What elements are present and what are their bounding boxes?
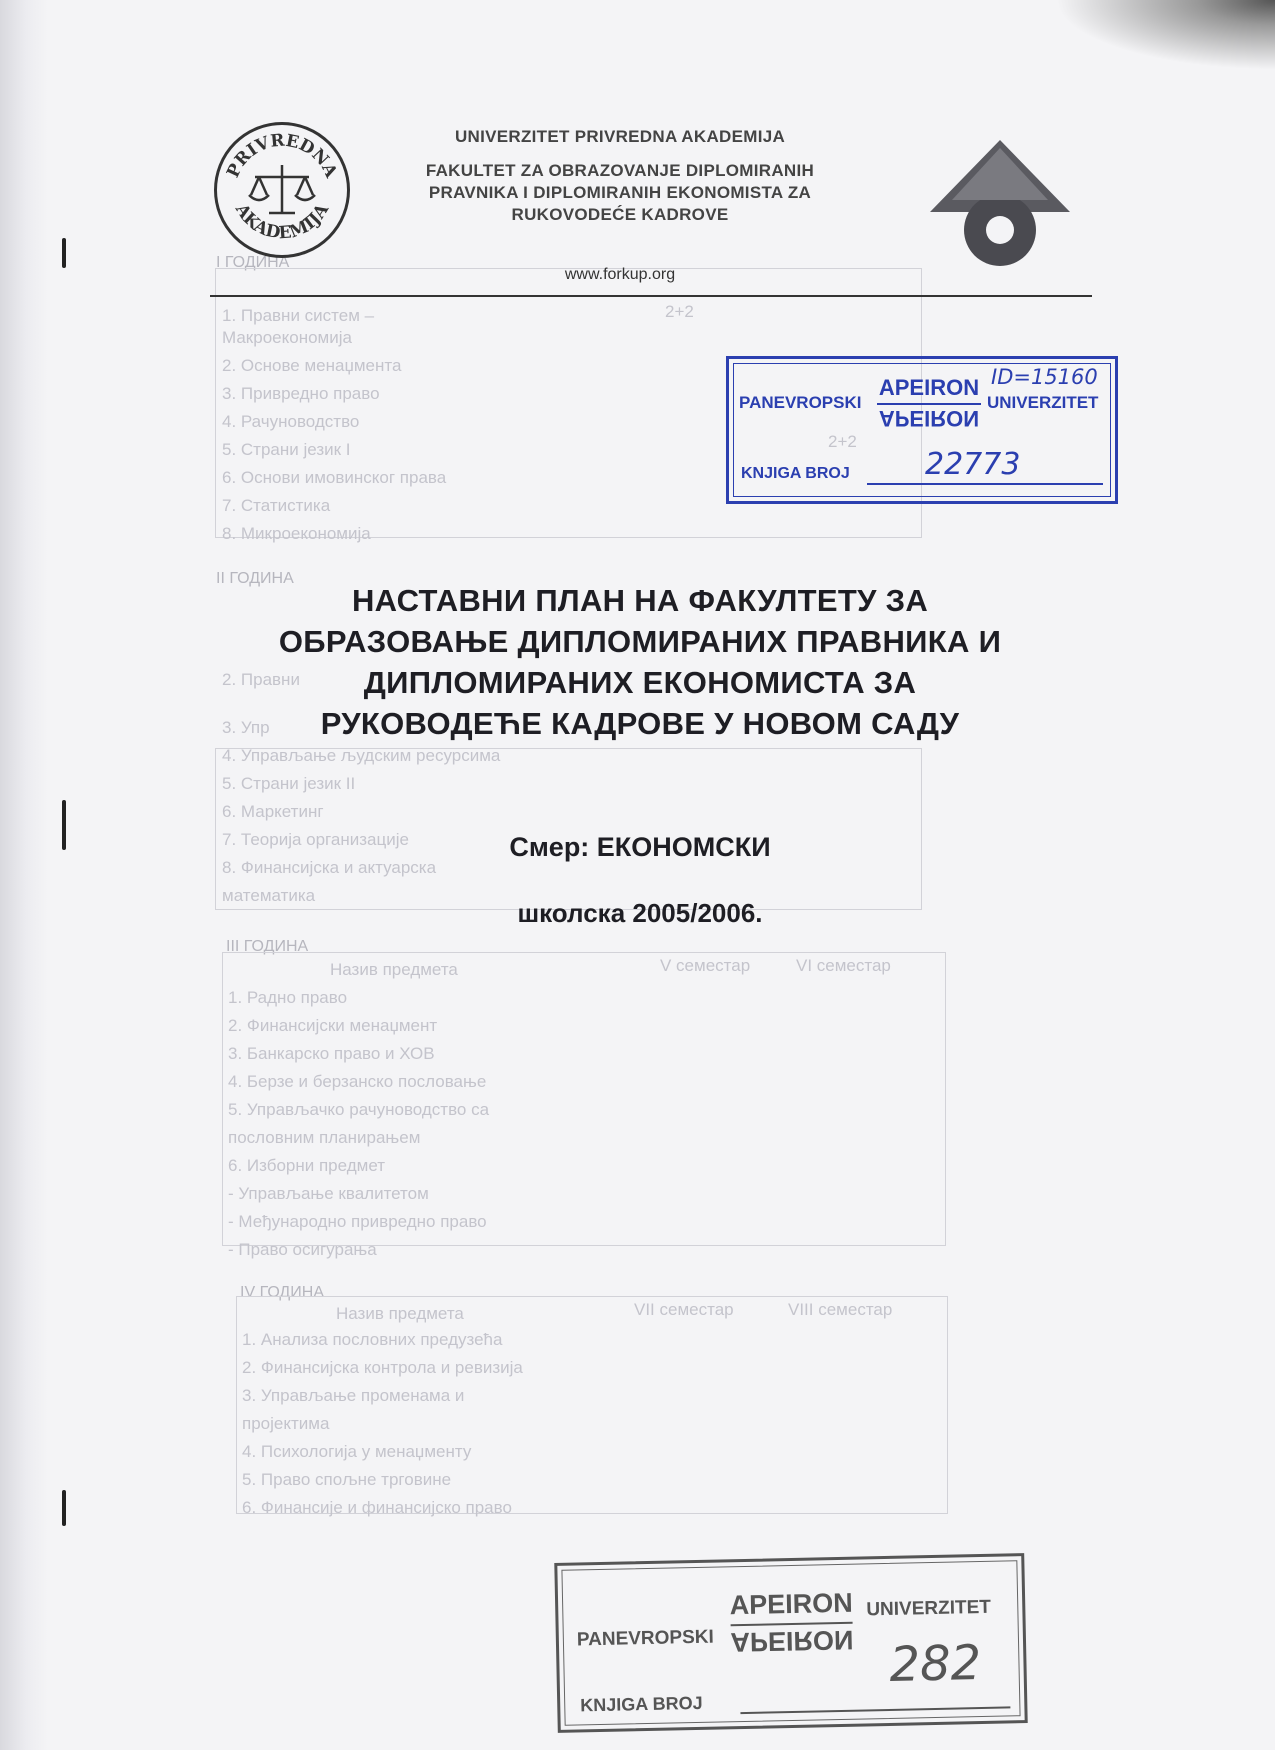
stamp-brand-mirrored: APEIRON — [730, 1624, 854, 1658]
ghost-year3-header-sem6: VI семестар — [796, 956, 891, 975]
staple-mark-top — [62, 238, 66, 268]
title-line-1: НАСТАВНИ ПЛАН НА ФАКУЛТЕТУ ЗА — [351, 583, 929, 618]
title-line-4: РУКОВОДЕЋЕ КАДРОВЕ У НОВОМ САДУ — [320, 706, 960, 741]
staple-mark-middle — [62, 800, 66, 850]
ghost-year4-header: Назив предмета — [336, 1304, 464, 1323]
stamp-brand: APEIRON — [878, 375, 980, 400]
school-year: школска 2005/2006. — [517, 898, 763, 928]
stamp-right-word: UNIVERZITET — [866, 1596, 992, 1621]
faculty-name-line1: FAKULTET ZA OBRAZOVANJE DIPLOMIRANIH — [425, 161, 815, 180]
document-title — [200, 580, 1080, 744]
study-direction: Смер: ЕКОНОМСКИ — [509, 832, 771, 862]
stamp-brand: APEIRON — [729, 1587, 853, 1621]
ghost-year1-value-2: 2+2 — [828, 432, 857, 451]
stamp-brand-mirrored: APEIRON — [878, 406, 980, 431]
ghost-year4-rows: 1. Анализа пословних предузећа 2. Финансијска контрола и ревизија 3. Управљање променама и пројектима 4. Психологија у менаџменту 5. Право спољне трговине 6. Финансије и финансијско право — [242, 1330, 523, 1517]
ghost-year4-header-sem8: VIII семестар — [788, 1300, 893, 1319]
seal-top-text: PRIVREDNA — [223, 130, 341, 181]
stamp-left-word: PANEVROPSKI — [739, 393, 862, 412]
stamp-book-number: 282 — [888, 1635, 982, 1693]
title-line-2: ОБРАЗОВАЊЕ ДИПЛОМИРАНИХ ПРАВНИКА И — [278, 624, 1002, 659]
stamp-book-number: 22773 — [925, 447, 1021, 482]
faculty-name-line2: PRAVNIKA I DIPLOMIRANIH EKONOMISTA ZA — [428, 183, 812, 202]
faculty-logo-icon — [930, 140, 1070, 270]
header-divider — [210, 295, 1092, 297]
stamp-book-label: KNJIGA BROJ — [580, 1692, 703, 1716]
library-stamp-top — [726, 356, 1118, 504]
ghost-year3-header: Назив предмета — [330, 960, 458, 979]
ghost-year2-rows: 2. Правни 3. Упр 4. Управљање људским ресурсима 5. Страни језик II 6. Маркетинг 7. Теорија организације 8. Финансијска и актуарска математика — [222, 670, 501, 905]
ghost-year4-title: IV ГОДИНА — [240, 1284, 324, 1301]
staple-mark-bottom — [62, 1490, 66, 1526]
corner-shadow — [1055, 0, 1275, 70]
stamp-book-label: KNJIGA BROJ — [741, 465, 850, 482]
ghost-year1-rows: 1. Правни систем – Макроекономија 2. Основе менаџмента 3. Привредно право 4. Рачуноводство 5. Страни језик I 6. Основи имовинског права 7. Статистика 8. Микроекономија — [222, 306, 447, 543]
ghost-year3-rows: 1. Радно право 2. Финансијски менаџмент 3. Банкарско право и ХОВ 4. Берзе и берзанско пословање 5. Управљачко рачуноводство са пословним планирањем 6. Изборни предмет - Управљање квалитетом - Међународно привредно право - Право осигурања — [228, 988, 490, 1259]
university-seal — [214, 122, 350, 258]
stamp-handwritten-id: ID=15160 — [991, 365, 1098, 389]
ghost-year2-table — [215, 748, 922, 910]
header-institution — [370, 126, 870, 226]
stamp-left-word: PANEVROPSKI — [576, 1626, 714, 1651]
scales-of-justice-icon — [217, 125, 347, 255]
ghost-year2-title: II ГОДИНА — [216, 570, 294, 587]
ghost-year3-title: III ГОДИНА — [226, 938, 309, 955]
university-name: UNIVERZITET PRIVREDNA AKADEMIJA — [454, 127, 786, 146]
stamp-right-word: UNIVERZITET — [987, 393, 1099, 412]
ghost-year1-value: 2+2 — [665, 302, 694, 321]
seal-bottom-text: AKADEMIJA — [231, 200, 333, 244]
binding-edge — [0, 0, 48, 1750]
ghost-year1-title: I ГОДИНА — [216, 254, 290, 271]
stamp-book-line — [867, 483, 1103, 485]
website-url: www.forkup.org — [564, 266, 676, 283]
title-line-3: ДИПЛОМИРАНИХ ЕКОНОМИСТА ЗА — [363, 665, 917, 700]
faculty-name-line3: RUKOVODEĆE KADROVE — [511, 205, 729, 224]
ghost-year3-header-sem5: V семестар — [660, 956, 751, 975]
ghost-year4-header-sem7: VII семестар — [634, 1300, 734, 1319]
library-stamp-bottom — [554, 1553, 1027, 1733]
